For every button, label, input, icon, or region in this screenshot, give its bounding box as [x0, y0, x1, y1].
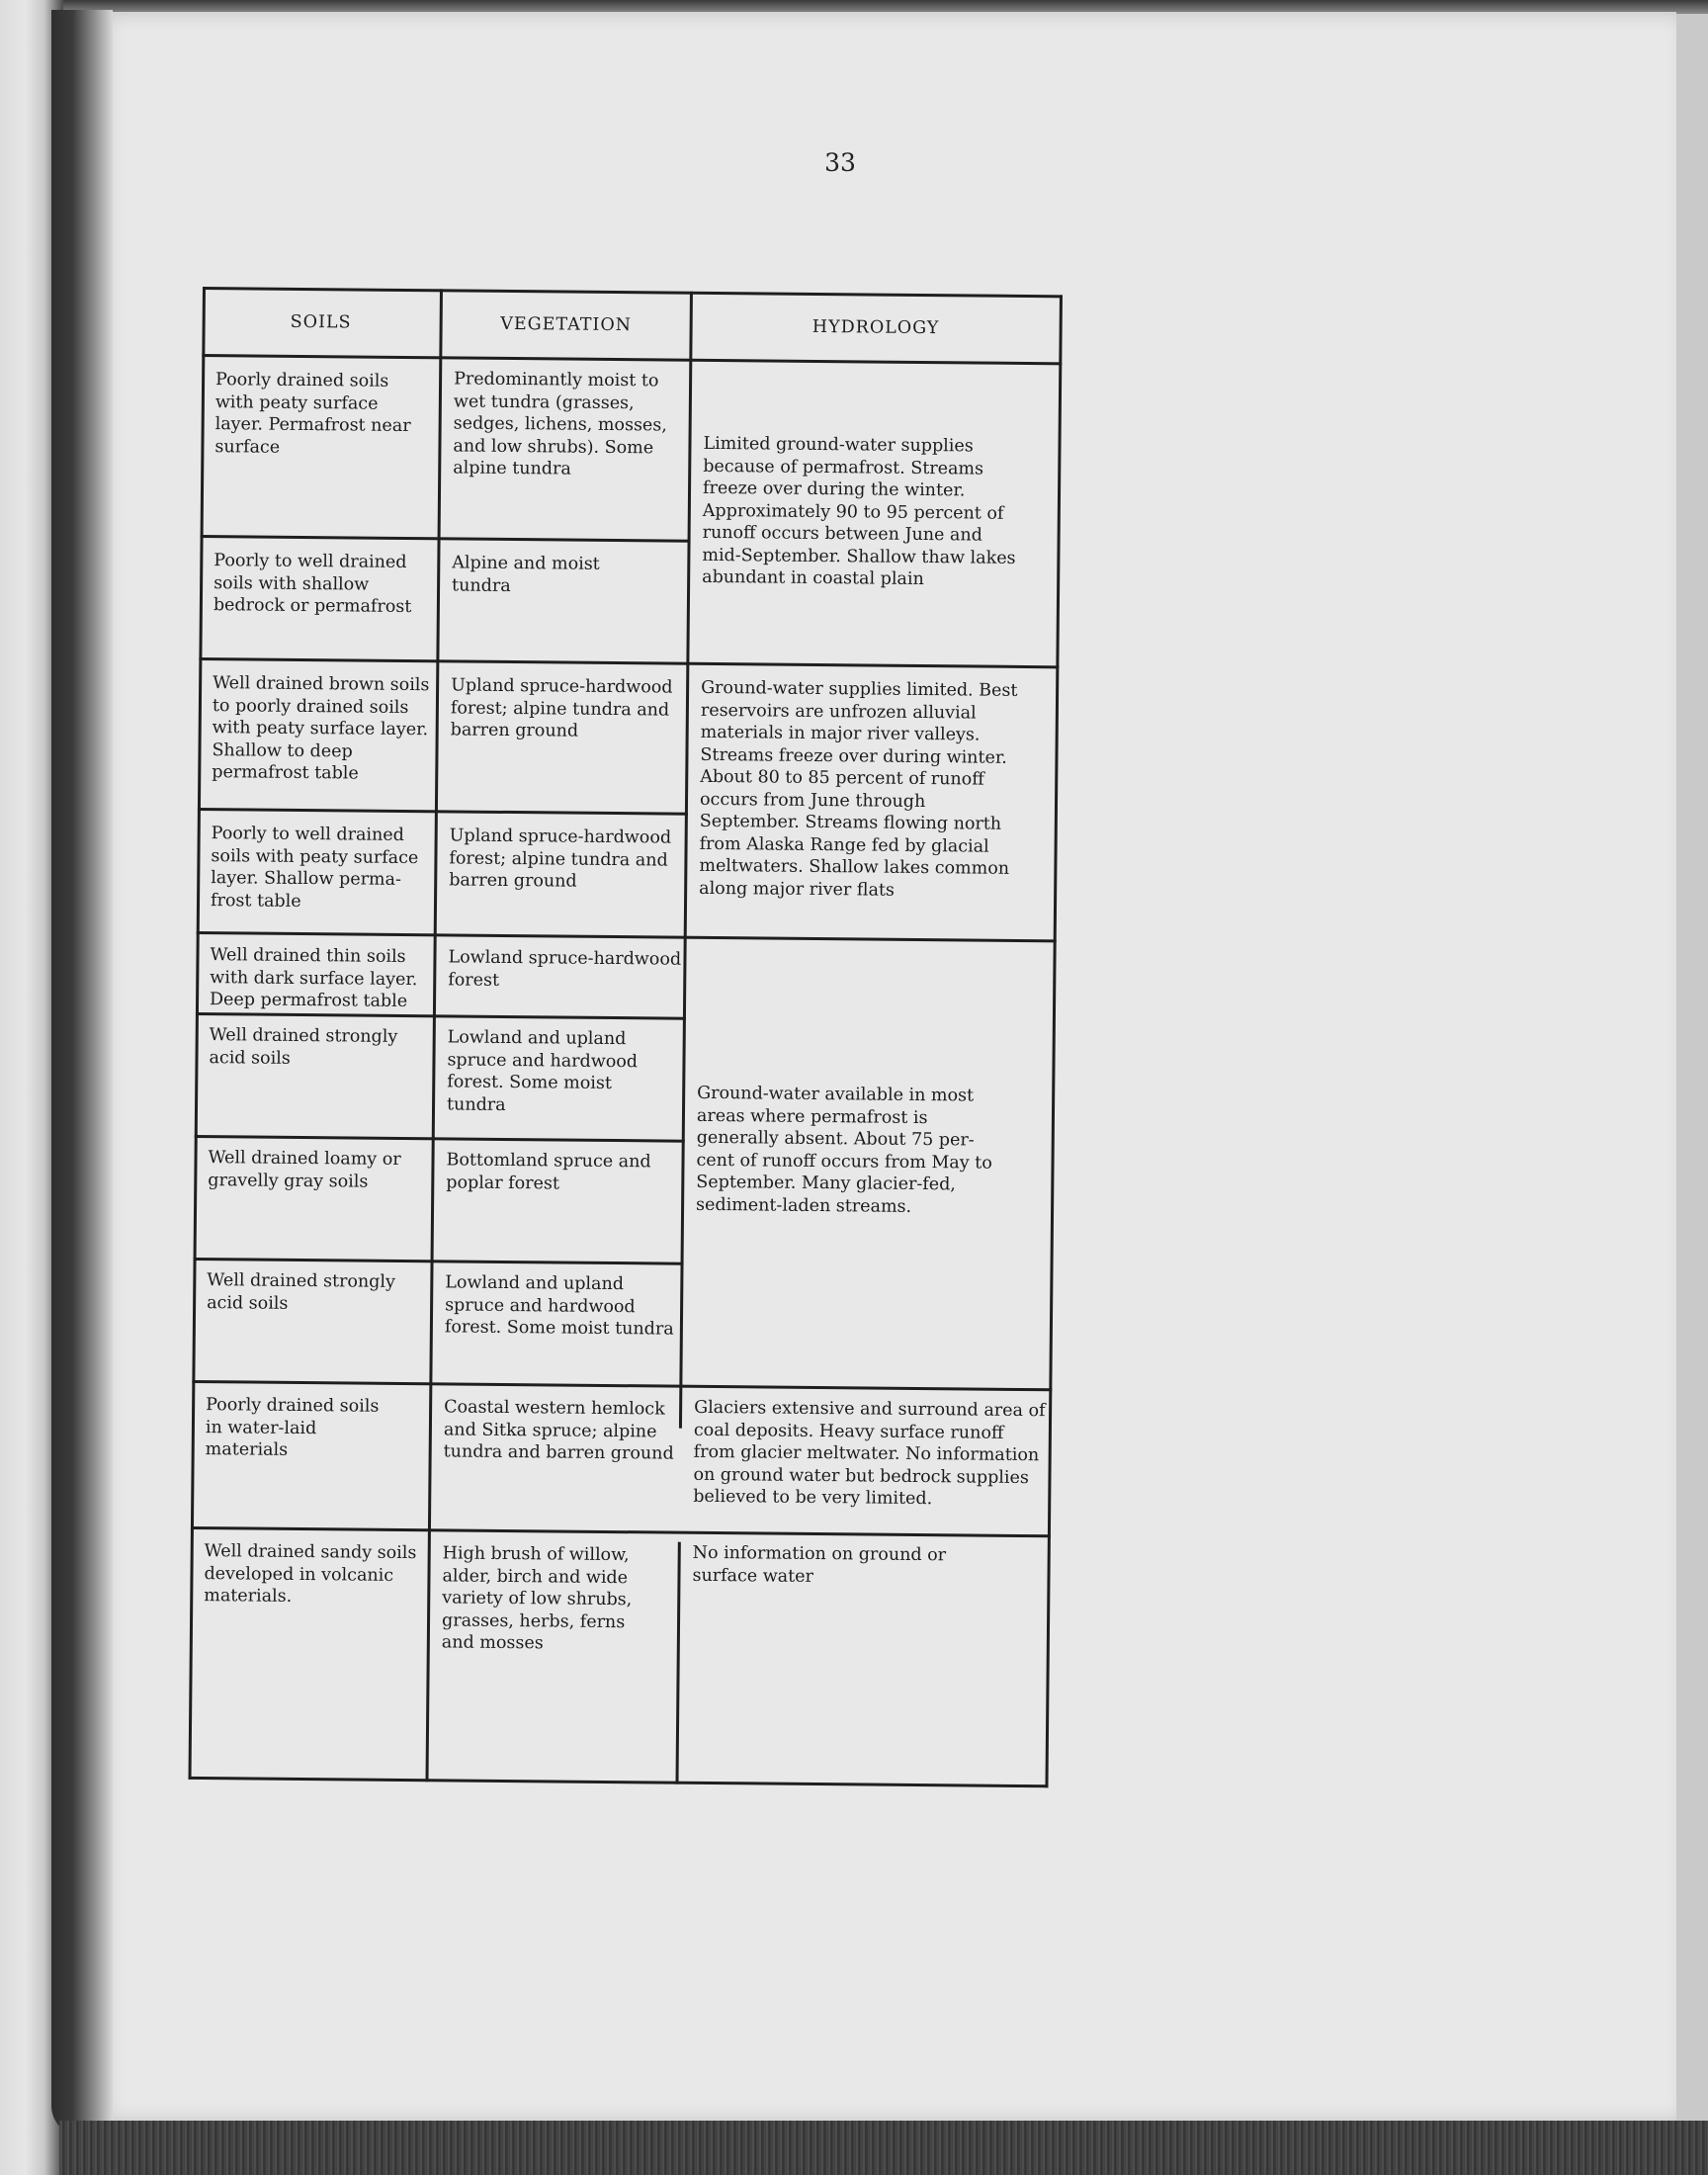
hydrology-cell: Glaciers extensive and surround area of coal deposits. Heavy surface runoff from glacier meltwater. No information on ground water but bedrock supplies believed to be very limited.: [693, 1397, 1046, 1510]
group-divider-1: [199, 657, 1059, 668]
vegetation-cell: Alpine and moist tundra: [452, 553, 600, 596]
row-divider-a: [201, 535, 691, 543]
header-vegetation: VEGETATION: [500, 313, 633, 336]
header-soils: SOILS: [290, 311, 352, 333]
book-spine: [51, 10, 113, 2135]
group-divider-2: [197, 931, 1057, 942]
vegetation-cell: Lowland and upland spruce and hardwood forest. Some moist tundra: [446, 1027, 639, 1115]
soils-cell: Poorly to well drained soils with peaty surface layer. Shallow perma-frost table: [210, 824, 419, 912]
row-divider-b: [198, 808, 688, 816]
vegetation-cell: High brush of willow, alder, birch and wide variety of low shrubs, grasses, herbs, ferns and mosses: [441, 1543, 633, 1654]
group-divider-4: [191, 1526, 1051, 1537]
soils-cell: Well drained strongly acid soils: [209, 1025, 398, 1069]
vegetation-cell: Upland spruce-hardwood forest; alpine tundra and barren ground: [450, 675, 673, 741]
soils-cell: Well drained strongly acid soils: [207, 1270, 395, 1314]
vegetation-cell: Upland spruce-hardwood forest; alpine tundra and barren ground: [449, 826, 672, 892]
column-divider-2-lower: [675, 1542, 680, 1784]
environment-table: [189, 287, 1063, 1787]
vegetation-cell: Lowland and upland spruce and hardwood forest. Some moist tundra: [444, 1272, 674, 1340]
header-hydrology: HYDROLOGY: [811, 316, 940, 339]
soils-cell: Poorly drained soils with peaty surface layer. Permafrost near surface: [214, 370, 411, 458]
hydrology-cell: Ground-water available in most areas where permafrost is generally absent. About 75 per-cent of runoff occurs from May to September. Many glacier-fed, sediment-laden streams.: [696, 1083, 992, 1217]
soils-cell: Well drained loamy or gravelly gray soils: [208, 1148, 401, 1192]
soils-cell: Poorly to well drained soils with shallow bedrock or permafrost: [213, 551, 412, 618]
scan-bottom-band: [59, 2121, 1708, 2175]
hydrology-cell: No information on ground or surface water: [692, 1542, 947, 1587]
row-divider-c: [196, 1012, 686, 1020]
group-divider-3: [192, 1380, 1052, 1391]
page-number: 33: [824, 148, 856, 177]
row-divider-e: [194, 1258, 684, 1265]
vegetation-cell: Coastal western hemlock and Sitka spruce; alpine tundra and barren ground: [443, 1397, 674, 1464]
soils-cell: Poorly drained soils in water-laid materials: [205, 1395, 380, 1460]
row-divider-d: [195, 1135, 685, 1143]
header-divider: [202, 354, 1062, 365]
hydrology-cell: Ground-water supplies limited. Best reservoirs are unfrozen alluvial materials in major river valleys. Streams freeze over during winter. About 80 to 85 percent of runoff occurs from June through September. Streams flowing north from Alaska Range fed by glacial meltwaters. Shallow lakes common along major river flats: [699, 677, 1018, 901]
soils-cell: Well drained thin soils with dark surface layer. Deep permafrost table: [209, 945, 418, 1012]
vegetation-cell: Bottomland spruce and poplar forest: [446, 1150, 651, 1194]
vegetation-cell: Lowland spruce-hardwood forest: [448, 947, 682, 991]
column-divider-1: [425, 289, 442, 1782]
vegetation-cell: Predominantly moist to wet tundra (grasses, sedges, lichens, mosses, and low shrubs). Some alpine tundra: [453, 369, 667, 479]
soils-cell: Well drained brown soils to poorly drained soils with peaty surface layer. Shallow to deep permafrost table: [212, 673, 430, 784]
soils-cell: Well drained sandy soils developed in volcanic materials.: [204, 1541, 417, 1607]
hydrology-cell: Limited ground-water supplies because of permafrost. Streams freeze over during the winter. Approximately 90 to 95 percent of runoff occurs between June and mid-September. Shallow thaw lakes abundant in coastal plain: [702, 433, 1016, 590]
